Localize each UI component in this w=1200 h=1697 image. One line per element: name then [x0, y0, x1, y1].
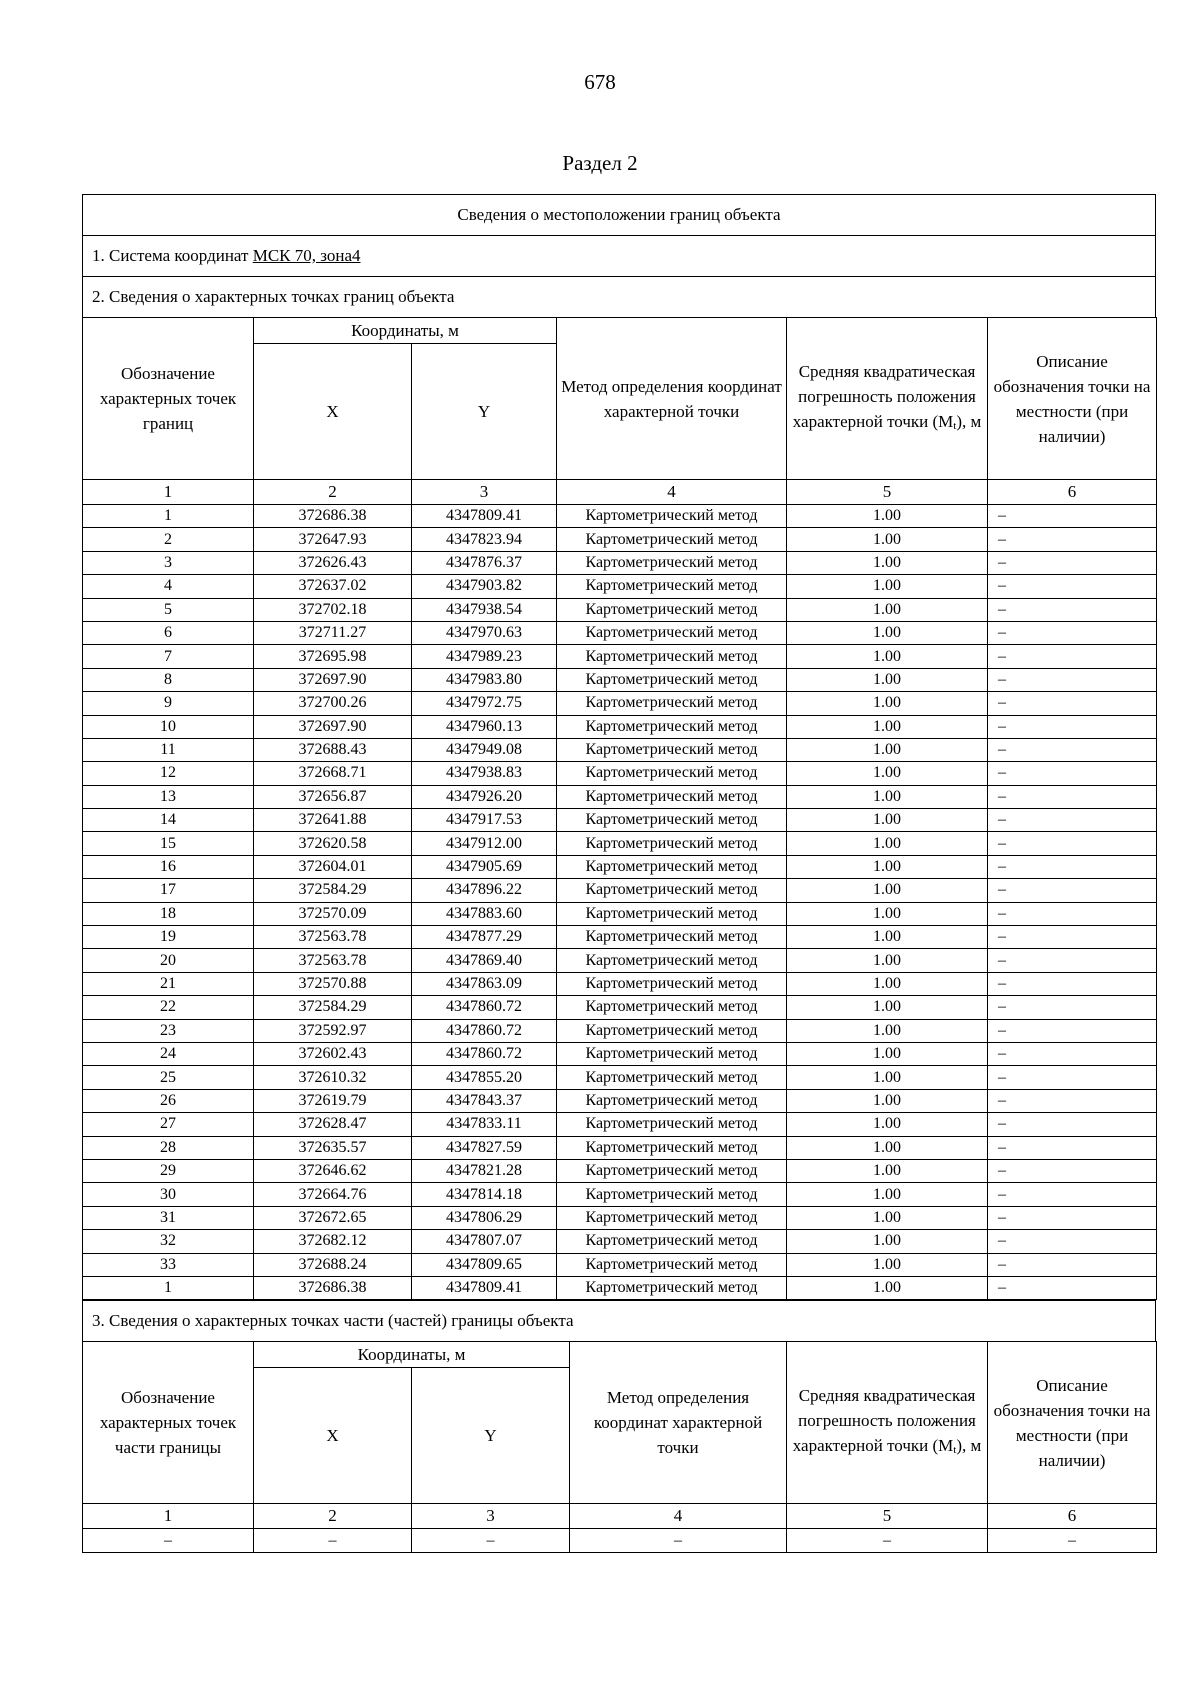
y-coordinate-cell: 4347843.37: [412, 1089, 557, 1112]
table-row: [83, 1529, 1157, 1553]
method-cell: Картометрический метод: [557, 715, 787, 738]
error-cell: 1.00: [787, 668, 988, 691]
table-row: [83, 902, 1157, 925]
description-cell: –: [988, 1206, 1157, 1229]
y-coordinate-cell: –: [412, 1529, 570, 1553]
description-cell: –: [988, 1253, 1157, 1276]
table-row: [83, 1066, 1157, 1089]
x-coordinate-cell: 372592.97: [254, 1019, 412, 1042]
y-coordinate-cell: 4347896.22: [412, 879, 557, 902]
point-number-cell: 24: [83, 1042, 254, 1065]
method-cell: Картометрический метод: [557, 902, 787, 925]
x-coordinate-cell: 372620.58: [254, 832, 412, 855]
x-coordinate-cell: 372626.43: [254, 551, 412, 574]
method-cell: Картометрический метод: [557, 1019, 787, 1042]
column-index: 3: [412, 1504, 570, 1529]
x-coordinate-cell: 372641.88: [254, 809, 412, 832]
point-number-cell: 28: [83, 1136, 254, 1159]
x-coordinate-cell: 372702.18: [254, 598, 412, 621]
error-cell: 1.00: [787, 1276, 988, 1299]
coordinate-system-value: МСК 70, зона4: [252, 246, 361, 265]
x-coordinate-cell: 372610.32: [254, 1066, 412, 1089]
header-coordinates: Координаты, м: [254, 1342, 570, 1368]
description-cell: –: [988, 809, 1157, 832]
table-row: [83, 692, 1157, 715]
x-coordinate-cell: 372672.65: [254, 1206, 412, 1229]
x-coordinate-cell: 372563.78: [254, 926, 412, 949]
description-cell: –: [988, 1019, 1157, 1042]
description-cell: –: [988, 528, 1157, 551]
header-point: Обозначение характерных точек части границы: [83, 1342, 254, 1504]
header-x: X: [254, 1368, 412, 1504]
point-number-cell: 25: [83, 1066, 254, 1089]
y-coordinate-cell: 4347823.94: [412, 528, 557, 551]
boundary-document: [82, 194, 1156, 1553]
table-row: [83, 738, 1157, 761]
description-cell: –: [988, 1113, 1157, 1136]
description-cell: –: [988, 1529, 1157, 1553]
error-cell: 1.00: [787, 1019, 988, 1042]
table-row: [83, 1019, 1157, 1042]
method-cell: Картометрический метод: [557, 528, 787, 551]
y-coordinate-cell: 4347814.18: [412, 1183, 557, 1206]
table-row: [83, 785, 1157, 808]
column-index: 4: [570, 1504, 787, 1529]
table-row: [83, 996, 1157, 1019]
point-number-cell: 30: [83, 1183, 254, 1206]
header-error-tail: ), м: [956, 1435, 982, 1455]
point-number-cell: 16: [83, 855, 254, 878]
error-cell: 1.00: [787, 528, 988, 551]
method-cell: Картометрический метод: [557, 575, 787, 598]
description-cell: –: [988, 855, 1157, 878]
y-coordinate-cell: 4347821.28: [412, 1159, 557, 1182]
y-coordinate-cell: 4347960.13: [412, 715, 557, 738]
y-coordinate-cell: 4347833.11: [412, 1113, 557, 1136]
header-y: Y: [412, 1368, 570, 1504]
method-cell: Картометрический метод: [557, 1253, 787, 1276]
y-coordinate-cell: 4347926.20: [412, 785, 557, 808]
description-cell: –: [988, 1066, 1157, 1089]
point-number-cell: 6: [83, 621, 254, 644]
x-coordinate-cell: 372628.47: [254, 1113, 412, 1136]
y-coordinate-cell: 4347869.40: [412, 949, 557, 972]
x-coordinate-cell: 372570.88: [254, 972, 412, 995]
x-coordinate-cell: 372635.57: [254, 1136, 412, 1159]
description-cell: –: [988, 1042, 1157, 1065]
error-cell: 1.00: [787, 1066, 988, 1089]
table-row: [83, 832, 1157, 855]
method-cell: Картометрический метод: [557, 551, 787, 574]
table-header-row: [83, 318, 1157, 344]
point-number-cell: 11: [83, 738, 254, 761]
point-number-cell: 27: [83, 1113, 254, 1136]
header-x: X: [254, 344, 412, 480]
description-cell: –: [988, 1136, 1157, 1159]
table-row: [83, 1230, 1157, 1253]
table-row: [83, 1042, 1157, 1065]
header-description: Описание обозначения точки на местности (при наличии): [988, 1342, 1157, 1504]
method-cell: Картометрический метод: [557, 1136, 787, 1159]
x-coordinate-cell: 372563.78: [254, 949, 412, 972]
method-cell: Картометрический метод: [557, 996, 787, 1019]
point-number-cell: 23: [83, 1019, 254, 1042]
description-cell: –: [988, 902, 1157, 925]
error-cell: 1.00: [787, 855, 988, 878]
y-coordinate-cell: 4347905.69: [412, 855, 557, 878]
column-index: 5: [787, 1504, 988, 1529]
point-number-cell: 21: [83, 972, 254, 995]
error-cell: 1.00: [787, 762, 988, 785]
table-row: [83, 1276, 1157, 1299]
y-coordinate-cell: 4347938.83: [412, 762, 557, 785]
column-index: 6: [988, 480, 1157, 505]
error-cell: 1.00: [787, 645, 988, 668]
table-row: [83, 598, 1157, 621]
point-number-cell: 5: [83, 598, 254, 621]
x-coordinate-cell: 372688.43: [254, 738, 412, 761]
table-row: [83, 1253, 1157, 1276]
x-coordinate-cell: 372619.79: [254, 1089, 412, 1112]
point-number-cell: 22: [83, 996, 254, 1019]
error-cell: –: [787, 1529, 988, 1553]
description-cell: –: [988, 762, 1157, 785]
point-number-cell: 32: [83, 1230, 254, 1253]
method-cell: Картометрический метод: [557, 762, 787, 785]
x-coordinate-cell: –: [254, 1529, 412, 1553]
description-cell: –: [988, 832, 1157, 855]
column-index-row: [83, 480, 1157, 505]
description-cell: –: [988, 598, 1157, 621]
description-cell: –: [988, 692, 1157, 715]
x-coordinate-cell: 372711.27: [254, 621, 412, 644]
point-number-cell: 12: [83, 762, 254, 785]
point-number-cell: 13: [83, 785, 254, 808]
method-cell: Картометрический метод: [557, 926, 787, 949]
y-coordinate-cell: 4347989.23: [412, 645, 557, 668]
header-error-sub: t: [953, 1443, 957, 1456]
error-cell: 1.00: [787, 785, 988, 808]
point-number-cell: 33: [83, 1253, 254, 1276]
point-number-cell: 29: [83, 1159, 254, 1182]
point-number-cell: –: [83, 1529, 254, 1553]
x-coordinate-cell: 372656.87: [254, 785, 412, 808]
header-y: Y: [412, 344, 557, 480]
x-coordinate-cell: 372686.38: [254, 1276, 412, 1299]
error-cell: 1.00: [787, 715, 988, 738]
table-row: [83, 855, 1157, 878]
section-title: Раздел 2: [562, 151, 638, 175]
method-cell: Картометрический метод: [557, 855, 787, 878]
point-number-cell: 26: [83, 1089, 254, 1112]
point-number-cell: 1: [83, 1276, 254, 1299]
boundary-points-table: [82, 317, 1157, 1300]
point-number-cell: 10: [83, 715, 254, 738]
error-cell: 1.00: [787, 505, 988, 528]
point-number-cell: 7: [83, 645, 254, 668]
method-cell: Картометрический метод: [557, 1089, 787, 1112]
table-row: [83, 505, 1157, 528]
error-cell: 1.00: [787, 1113, 988, 1136]
column-index: 2: [254, 1504, 412, 1529]
column-index: 2: [254, 480, 412, 505]
error-cell: 1.00: [787, 621, 988, 644]
error-cell: 1.00: [787, 1206, 988, 1229]
method-cell: Картометрический метод: [557, 1206, 787, 1229]
description-cell: –: [988, 1183, 1157, 1206]
description-cell: –: [988, 715, 1157, 738]
error-cell: 1.00: [787, 692, 988, 715]
y-coordinate-cell: 4347972.75: [412, 692, 557, 715]
error-cell: 1.00: [787, 1183, 988, 1206]
table1-heading: 2. Сведения о характерных точках границ объекта: [82, 276, 1156, 317]
part-points-body: [83, 1529, 1157, 1553]
header-error-main: Средняя квадратическая погрешность положения характерной точки (M: [792, 361, 976, 431]
method-cell: Картометрический метод: [557, 621, 787, 644]
table-row: [83, 949, 1157, 972]
table-row: [83, 762, 1157, 785]
y-coordinate-cell: 4347860.72: [412, 1019, 557, 1042]
error-cell: 1.00: [787, 879, 988, 902]
description-cell: –: [988, 996, 1157, 1019]
header-error-main: Средняя квадратическая погрешность положения характерной точки (M: [792, 1385, 976, 1455]
x-coordinate-cell: 372668.71: [254, 762, 412, 785]
error-cell: 1.00: [787, 926, 988, 949]
y-coordinate-cell: 4347949.08: [412, 738, 557, 761]
point-number-cell: 31: [83, 1206, 254, 1229]
table2-heading: 3. Сведения о характерных точках части (частей) границы объекта: [82, 1300, 1156, 1341]
column-index: 6: [988, 1504, 1157, 1529]
description-cell: –: [988, 926, 1157, 949]
point-number-cell: 17: [83, 879, 254, 902]
method-cell: Картометрический метод: [557, 1159, 787, 1182]
table-row: [83, 1206, 1157, 1229]
block-title: Сведения о местоположении границ объекта: [82, 194, 1156, 235]
point-number-cell: 4: [83, 575, 254, 598]
method-cell: Картометрический метод: [557, 1183, 787, 1206]
point-number-cell: 15: [83, 832, 254, 855]
y-coordinate-cell: 4347809.41: [412, 1276, 557, 1299]
point-number-cell: 18: [83, 902, 254, 925]
y-coordinate-cell: 4347938.54: [412, 598, 557, 621]
table-header-row: [83, 1342, 1157, 1368]
header-error-tail: ), м: [956, 411, 982, 431]
error-cell: 1.00: [787, 972, 988, 995]
description-cell: –: [988, 738, 1157, 761]
error-cell: 1.00: [787, 575, 988, 598]
description-cell: –: [988, 785, 1157, 808]
table-row: [83, 715, 1157, 738]
y-coordinate-cell: 4347809.41: [412, 505, 557, 528]
method-cell: Картометрический метод: [557, 505, 787, 528]
method-cell: Картометрический метод: [557, 668, 787, 691]
table-row: [83, 645, 1157, 668]
description-cell: –: [988, 1276, 1157, 1299]
method-cell: Картометрический метод: [557, 972, 787, 995]
header-method: Метод определения координат характерной точки: [557, 318, 787, 480]
x-coordinate-cell: 372637.02: [254, 575, 412, 598]
boundary-points-body: [83, 505, 1157, 1300]
point-number-cell: 8: [83, 668, 254, 691]
method-cell: Картометрический метод: [557, 692, 787, 715]
method-cell: Картометрический метод: [557, 1276, 787, 1299]
method-cell: Картометрический метод: [557, 809, 787, 832]
x-coordinate-cell: 372646.62: [254, 1159, 412, 1182]
x-coordinate-cell: 372695.98: [254, 645, 412, 668]
column-index-row: [83, 1504, 1157, 1529]
error-cell: 1.00: [787, 1159, 988, 1182]
method-cell: Картометрический метод: [557, 738, 787, 761]
table-row: [83, 621, 1157, 644]
column-index: 4: [557, 480, 787, 505]
header-point: Обозначение характерных точек границ: [83, 318, 254, 480]
column-index: 1: [83, 480, 254, 505]
header-method: Метод определения координат характерной точки: [570, 1342, 787, 1504]
table-row: [83, 1159, 1157, 1182]
y-coordinate-cell: 4347877.29: [412, 926, 557, 949]
table-row: [83, 1183, 1157, 1206]
error-cell: 1.00: [787, 1230, 988, 1253]
error-cell: 1.00: [787, 832, 988, 855]
table-row: [83, 1089, 1157, 1112]
table-row: [83, 926, 1157, 949]
method-cell: Картометрический метод: [557, 1066, 787, 1089]
point-number-cell: 14: [83, 809, 254, 832]
coordinate-system-label: 1. Система координат: [92, 246, 253, 265]
method-cell: Картометрический метод: [557, 645, 787, 668]
x-coordinate-cell: 372697.90: [254, 715, 412, 738]
error-cell: 1.00: [787, 949, 988, 972]
error-cell: 1.00: [787, 902, 988, 925]
description-cell: –: [988, 621, 1157, 644]
column-index: 1: [83, 1504, 254, 1529]
y-coordinate-cell: 4347917.53: [412, 809, 557, 832]
x-coordinate-cell: 372664.76: [254, 1183, 412, 1206]
y-coordinate-cell: 4347807.07: [412, 1230, 557, 1253]
x-coordinate-cell: 372700.26: [254, 692, 412, 715]
x-coordinate-cell: 372602.43: [254, 1042, 412, 1065]
header-error: [787, 318, 988, 480]
description-cell: –: [988, 505, 1157, 528]
y-coordinate-cell: 4347876.37: [412, 551, 557, 574]
point-number-cell: 2: [83, 528, 254, 551]
y-coordinate-cell: 4347827.59: [412, 1136, 557, 1159]
y-coordinate-cell: 4347860.72: [412, 996, 557, 1019]
description-cell: –: [988, 972, 1157, 995]
header-error-sub: t: [953, 419, 957, 432]
method-cell: Картометрический метод: [557, 949, 787, 972]
column-index: 5: [787, 480, 988, 505]
x-coordinate-cell: 372584.29: [254, 996, 412, 1019]
y-coordinate-cell: 4347806.29: [412, 1206, 557, 1229]
y-coordinate-cell: 4347883.60: [412, 902, 557, 925]
error-cell: 1.00: [787, 1089, 988, 1112]
table-row: [83, 1113, 1157, 1136]
method-cell: Картометрический метод: [557, 1113, 787, 1136]
y-coordinate-cell: 4347860.72: [412, 1042, 557, 1065]
description-cell: –: [988, 1230, 1157, 1253]
x-coordinate-cell: 372686.38: [254, 505, 412, 528]
part-points-table: [82, 1341, 1157, 1553]
table-row: [83, 551, 1157, 574]
x-coordinate-cell: 372647.93: [254, 528, 412, 551]
table-row: [83, 668, 1157, 691]
method-cell: Картометрический метод: [557, 1042, 787, 1065]
error-cell: 1.00: [787, 738, 988, 761]
y-coordinate-cell: 4347855.20: [412, 1066, 557, 1089]
y-coordinate-cell: 4347903.82: [412, 575, 557, 598]
method-cell: Картометрический метод: [557, 832, 787, 855]
x-coordinate-cell: 372570.09: [254, 902, 412, 925]
point-number-cell: 9: [83, 692, 254, 715]
page-number: 678: [584, 70, 616, 94]
error-cell: 1.00: [787, 1253, 988, 1276]
x-coordinate-cell: 372682.12: [254, 1230, 412, 1253]
description-cell: –: [988, 1089, 1157, 1112]
description-cell: –: [988, 1159, 1157, 1182]
y-coordinate-cell: 4347863.09: [412, 972, 557, 995]
point-number-cell: 19: [83, 926, 254, 949]
table-row: [83, 879, 1157, 902]
x-coordinate-cell: 372697.90: [254, 668, 412, 691]
header-coordinates: Координаты, м: [254, 318, 557, 344]
table-row: [83, 575, 1157, 598]
description-cell: –: [988, 551, 1157, 574]
header-error: [787, 1342, 988, 1504]
x-coordinate-cell: 372604.01: [254, 855, 412, 878]
description-cell: –: [988, 575, 1157, 598]
error-cell: 1.00: [787, 598, 988, 621]
point-number-cell: 20: [83, 949, 254, 972]
error-cell: 1.00: [787, 996, 988, 1019]
table-row: [83, 972, 1157, 995]
y-coordinate-cell: 4347970.63: [412, 621, 557, 644]
header-description: Описание обозначения точки на местности (при наличии): [988, 318, 1157, 480]
error-cell: 1.00: [787, 809, 988, 832]
description-cell: –: [988, 645, 1157, 668]
method-cell: Картометрический метод: [557, 1230, 787, 1253]
y-coordinate-cell: 4347912.00: [412, 832, 557, 855]
point-number-cell: 1: [83, 505, 254, 528]
error-cell: 1.00: [787, 551, 988, 574]
table-row: [83, 528, 1157, 551]
table-row: [83, 809, 1157, 832]
method-cell: –: [570, 1529, 787, 1553]
y-coordinate-cell: 4347809.65: [412, 1253, 557, 1276]
description-cell: –: [988, 668, 1157, 691]
method-cell: Картометрический метод: [557, 598, 787, 621]
method-cell: Картометрический метод: [557, 785, 787, 808]
method-cell: Картометрический метод: [557, 879, 787, 902]
x-coordinate-cell: 372584.29: [254, 879, 412, 902]
y-coordinate-cell: 4347983.80: [412, 668, 557, 691]
description-cell: –: [988, 879, 1157, 902]
x-coordinate-cell: 372688.24: [254, 1253, 412, 1276]
coordinate-system-line: [82, 235, 1156, 276]
error-cell: 1.00: [787, 1042, 988, 1065]
table-row: [83, 1136, 1157, 1159]
column-index: 3: [412, 480, 557, 505]
point-number-cell: 3: [83, 551, 254, 574]
error-cell: 1.00: [787, 1136, 988, 1159]
description-cell: –: [988, 949, 1157, 972]
